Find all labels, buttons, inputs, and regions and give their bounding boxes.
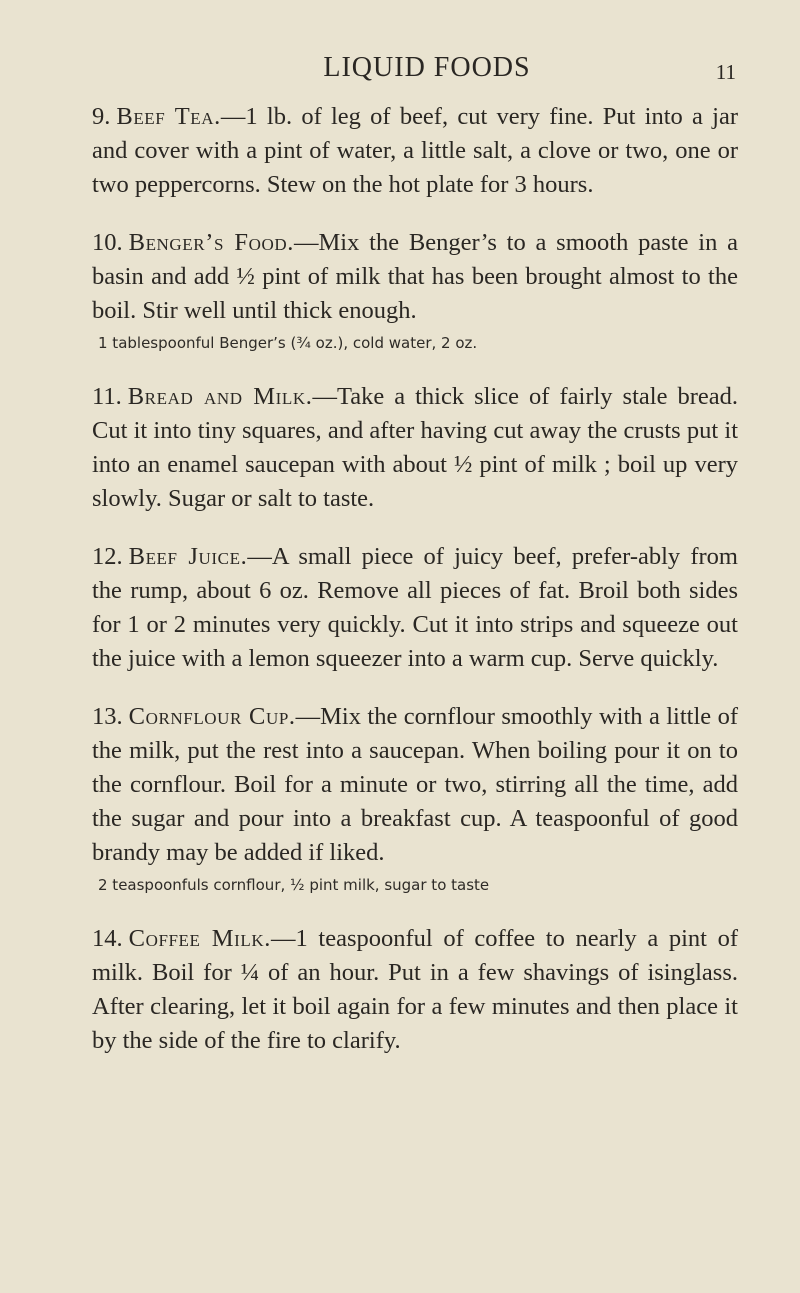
recipe-body: —1 lb. of leg of beef, cut very fine. Put into a jar and cover with a pint of water, a little salt, a clove or two, one or two peppercorns. Stew on the hot plate for 3 hours.	[92, 103, 739, 198]
running-header	[92, 52, 738, 100]
recipe-body: —Mix the cornflour smoothly with a little of the milk, put the rest into a saucepan. When boiling pour it on to the cornflour. Boil for a minute or two, stirring all the time, add the sugar and pour into a breakfast cup. A teaspoonful of good brandy may be added if liked.	[92, 703, 738, 866]
recipe-number: 11.	[92, 383, 122, 410]
recipe-body: —A small piece of juicy beef, prefer-ably from the rump, about 6 oz. Remove all pieces of fat. Broil both sides for 1 or 2 minutes very quickly. Cut it into strips and squeeze out the juice with a lemon squeezer into a warm cup. Serve quickly.	[92, 543, 738, 672]
page-number: 11	[715, 60, 736, 84]
ingredients-line: 1 tablespoonful Benger’s (¾ oz.), cold water, 2 oz.	[98, 334, 478, 352]
recipe-13	[92, 700, 738, 898]
recipe-title: Beef Juice.	[128, 543, 248, 570]
recipe-9	[92, 100, 738, 202]
recipe-14	[92, 922, 738, 1058]
recipe-title: Benger’s Food.	[128, 229, 295, 256]
recipe-body: —Mix the Benger’s to a smooth paste in a basin and add ½ pint of milk that has been brought almost to the boil. Stir well until thick enough.	[92, 229, 738, 324]
recipe-number: 14.	[92, 925, 123, 952]
recipe-title: Coffee Milk.	[128, 925, 271, 952]
page-title: LIQUID FOODS	[323, 52, 531, 83]
recipe-title: Beef Tea.	[116, 103, 221, 130]
recipe-body: —Take a thick slice of fairly stale bread. Cut it into tiny squares, and after having cut away the crusts put it into an enamel saucepan with about ½ pint of milk ; boil up very slowly. Sugar or salt to taste.	[92, 383, 739, 512]
recipe-title: Bread and Milk.	[127, 383, 313, 410]
recipe-body: —1 teaspoonful of coffee to nearly a pint of milk. Boil for ¼ of an hour. Put in a few shavings of isinglass. After clearing, let it boil again for a few minutes and then place it by the side of the fire to clarify.	[92, 925, 738, 1054]
recipe-number: 10.	[92, 229, 123, 256]
recipe-number: 12.	[92, 543, 123, 570]
recipe-number: 13.	[92, 703, 123, 730]
recipe-10	[92, 226, 738, 356]
recipe-11	[92, 380, 738, 516]
recipe-12	[92, 540, 738, 676]
recipe-number: 9.	[92, 103, 111, 130]
recipe-title: Cornflour Cup.	[128, 703, 296, 730]
ingredients-line: 2 teaspoonfuls cornflour, ½ pint milk, sugar to taste	[98, 876, 490, 894]
